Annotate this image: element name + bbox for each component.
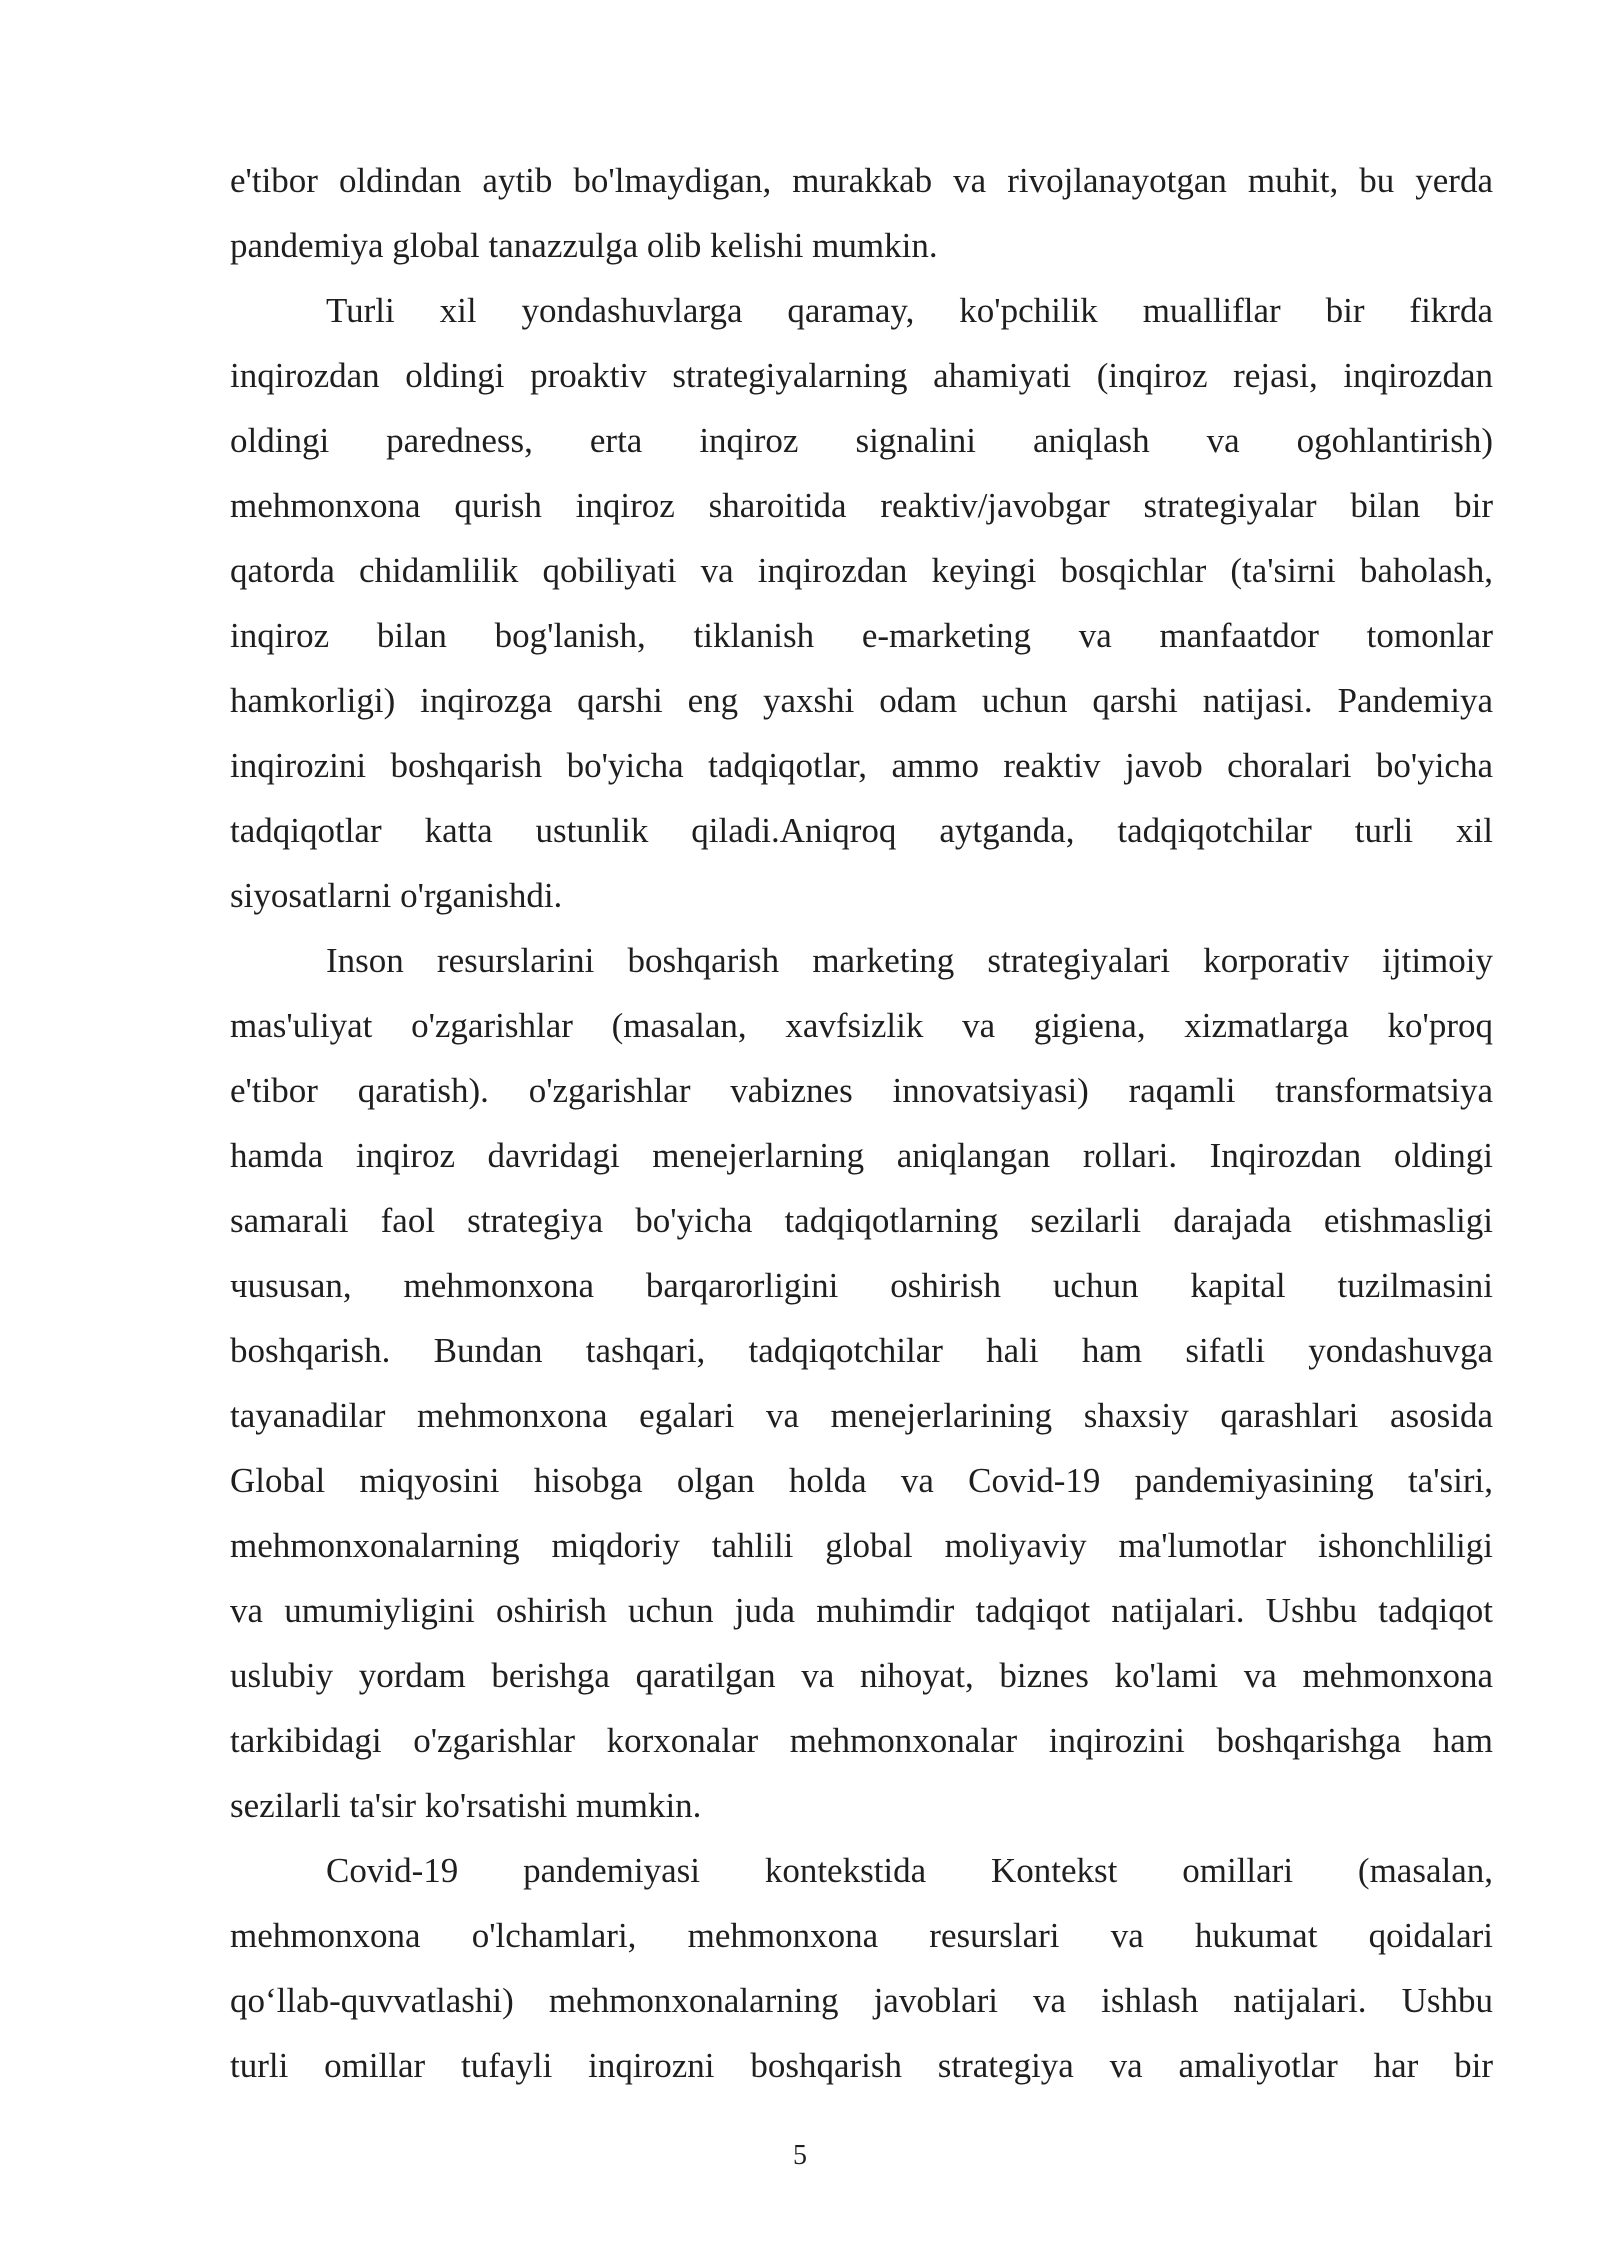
text-line: siyosatlarni o'rganishdi.: [230, 876, 563, 915]
text-line: tarkibidagi o'zgarishlar korxonalar mehmonxonalar inqirozini boshqarishga ham: [230, 1721, 1493, 1760]
text-line: qatorda chidamlilik qobiliyati va inqirozdan keyingi bosqichlar (ta'sirni baholash,: [230, 551, 1493, 590]
paragraph-start-line: Turli xil yondashuvlarga qaramay, ko'pchilik mualliflar bir fikrda: [326, 291, 1493, 330]
text-line: tadqiqotlar katta ustunlik qiladi.Aniqroq aytganda, tadqiqotchilar turli xil: [230, 811, 1493, 850]
text-line: Global miqyosini hisobga olgan holda va Covid-19 pandemiyasining ta'siri,: [230, 1461, 1493, 1500]
body-text: [230, 148, 1493, 2098]
text-line: mas'uliyat o'zgarishlar (masalan, xavfsizlik va gigiena, xizmatlarga ko'proq: [230, 1006, 1493, 1045]
paragraph-start-line: Inson resurslarini boshqarish marketing strategiyalari korporativ ijtimoiy: [326, 941, 1493, 980]
text-line: mehmonxonalarning miqdoriy tahlili global moliyaviy ma'lumotlar ishonchliligi: [230, 1526, 1493, 1565]
text-line: tayanadilar mehmonxona egalari va menejerlarining shaxsiy qarashlari asosida: [230, 1396, 1493, 1435]
text-line: pandemiya global tanazzulga olib kelishi mumkin.: [230, 226, 938, 265]
paragraph-start-line: Covid-19 pandemiyasi kontekstida Kontekst omillari (masalan,: [326, 1851, 1493, 1890]
text-line: samarali faol strategiya bo'yicha tadqiqotlarning sezilarli darajada etishmasligi: [230, 1201, 1493, 1240]
text-line: hamkorligi) inqirozga qarshi eng yaxshi odam uchun qarshi natijasi. Pandemiya: [230, 681, 1493, 720]
text-line: va umumiyligini oshirish uchun juda muhimdir tadqiqot natijalari. Ushbu tadqiqot: [230, 1591, 1493, 1630]
text-line: uslubiy yordam berishga qaratilgan va nihoyat, biznes ko'lami va mehmonxona: [230, 1656, 1493, 1695]
text-line: inqirozini boshqarish bo'yicha tadqiqotlar, ammo reaktiv javob choralari bo'yicha: [230, 746, 1493, 785]
text-line: mehmonxona o'lchamlari, mehmonxona resurslari va hukumat qoidalari: [230, 1916, 1493, 1955]
page-number: 5: [793, 2140, 807, 2171]
text-line: mehmonxona qurish inqiroz sharoitida reaktiv/javobgar strategiyalar bilan bir: [230, 486, 1493, 525]
text-line: e'tibor qaratish). o'zgarishlar vabiznes innovatsiyasi) raqamli transformatsiya: [230, 1071, 1493, 1110]
text-line: boshqarish. Bundan tashqari, tadqiqotchilar hali ham sifatli yondashuvga: [230, 1331, 1493, 1370]
text-line: inqiroz bilan bog'lanish, tiklanish e-marketing va manfaatdor tomonlar: [230, 616, 1493, 655]
text-line: turli omillar tufayli inqirozni boshqarish strategiya va amaliyotlar har bir: [230, 2046, 1493, 2085]
text-line: oldingi paredness, erta inqiroz signalini aniqlash va ogohlantirish): [230, 421, 1493, 460]
text-line: hamda inqiroz davridagi menejerlarning aniqlangan rollari. Inqirozdan oldingi: [230, 1136, 1493, 1175]
text-line: qo‘llab-quvvatlashi) mehmonxonalarning javoblari va ishlash natijalari. Ushbu: [230, 1981, 1493, 2020]
text-line: e'tibor oldindan aytib bo'lmaydigan, murakkab va rivojlanayotgan muhit, bu yerda: [230, 161, 1493, 200]
text-line: inqirozdan oldingi proaktiv strategiyalarning ahamiyati (inqiroz rejasi, inqirozdan: [230, 356, 1493, 395]
text-line: sezilarli ta'sir ko'rsatishi mumkin.: [230, 1786, 702, 1825]
text-line: чususan, mehmonxona barqarorligini oshirish uchun kapital tuzilmasini: [230, 1266, 1493, 1305]
